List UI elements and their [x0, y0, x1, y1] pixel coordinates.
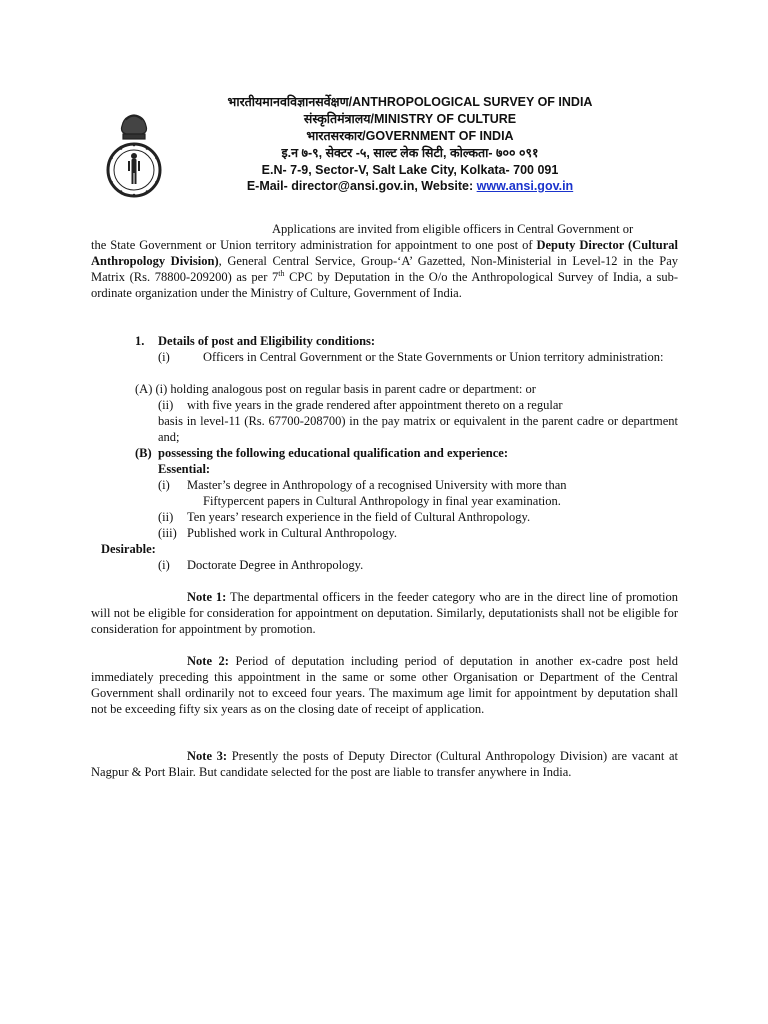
- note-2: Note 2: Period of deputation including period of deputation in another ex-cadre post held immediately preceding this appointment in the same or some other Organisation or Department of the Central Government shall ordinarily not to exceed four years. The maximum age limit for appointment by deputation shall not be exceeding fifty six years as on the closing date of receipt of application.: [91, 654, 678, 716]
- note-1-label: Note 1:: [187, 590, 227, 604]
- item-a-ii-text: with five years in the grade rendered after appointment thereto on a regular: [187, 398, 563, 412]
- essential-1-line1: Master’s degree in Anthropology of a recognised University with more than: [187, 478, 567, 492]
- header-org-name: भारतीयमानवविज्ञानसर्वेक्षण/ANTHROPOLOGICAL SURVEY OF INDIA: [227, 95, 593, 109]
- note-3: Note 3: Presently the posts of Deputy Director (Cultural Anthropology Division) are vacant at Nagpur & Port Blair. But candidate selected for the post are liable to transfer anywhere in India.: [91, 749, 678, 779]
- section-1-title: Details of post and Eligibility conditions:: [158, 334, 376, 348]
- intro-first-line: Applications are invited from eligible officers in Central Government or: [272, 222, 634, 236]
- post-title: Deputy Director (Cultural Anthropology Division): [91, 238, 679, 268]
- note-1: Note 1: The departmental officers in the feeder category who are in the direct line of promotion will not be eligible for consideration for appointment on deputation. Similarly, deputationists shall not be eligible for consideration for appointment by promotion.: [91, 590, 678, 636]
- essential-heading: Essential:: [158, 462, 211, 476]
- note-2-label: Note 2:: [187, 654, 229, 668]
- desirable-1-text: Doctorate Degree in Anthropology.: [187, 558, 364, 572]
- item-b-text: possessing the following educational qualification and experience:: [158, 446, 509, 460]
- ashoka-emblem-logo: [102, 112, 166, 204]
- header-contact: [180, 178, 640, 195]
- essential-1-line2: Fiftypercent papers in Cultural Anthropology in final year examination.: [203, 494, 561, 508]
- item-a-ii-continuation: basis in level-11 (Rs. 67700-208700) in the pay matrix or equivalent in the parent cadre or department and;: [158, 414, 678, 444]
- essential-3-text: Published work in Cultural Anthropology.: [187, 526, 397, 540]
- header-address-english: E.N- 7-9, Sector-V, Salt Lake City, Kolkata- 700 091: [261, 163, 559, 177]
- header-ministry: संस्कृतिमंत्रालय/MINISTRY OF CULTURE: [303, 112, 517, 126]
- essential-3-label: (iii): [158, 526, 177, 540]
- item-i-label: (i): [158, 350, 170, 364]
- intro-paragraph: the State Government or Union territory administration for appointment to one post of Deputy Director (Cultural Anthropology Division), General Central Service, Group-‘A’ Gazetted, Non-Ministerial in Level-12 in the Pay Matrix (Rs. 78800-209200) as per 7th CPC by Deputation in the O/o the Anthropological Survey of India, a sub-ordinate organization under the Ministry of Culture, Government of India.: [91, 238, 679, 300]
- desirable-1-label: (i): [158, 558, 170, 572]
- desirable-heading: Desirable:: [101, 542, 156, 556]
- essential-2-text: Ten years’ research experience in the field of Cultural Anthropology.: [187, 510, 531, 524]
- item-a-i: (A) (i) holding analogous post on regular basis in parent cadre or department: or: [135, 382, 536, 396]
- header-government: भारतसरकार/GOVERNMENT OF INDIA: [306, 129, 514, 143]
- item-i-text: Officers in Central Government or the State Governments or Union territory administration:: [203, 350, 664, 364]
- item-a-ii-label: (ii): [158, 398, 174, 412]
- header-email: E-Mail- director@ansi.gov.in, Website:: [246, 179, 477, 193]
- item-b-label: (B): [135, 446, 152, 460]
- essential-1-label: (i): [158, 478, 170, 492]
- note-3-label: Note 3:: [187, 749, 228, 763]
- essential-2-label: (ii): [158, 510, 174, 524]
- header-address-hindi: इ.न ७-९, सेक्टर -५, साल्ट लेक सिटी, कोल्कता- ७०० ०९१: [281, 146, 539, 160]
- section-1-number: 1.: [135, 334, 145, 348]
- website-link[interactable]: www.ansi.gov.in: [476, 179, 574, 193]
